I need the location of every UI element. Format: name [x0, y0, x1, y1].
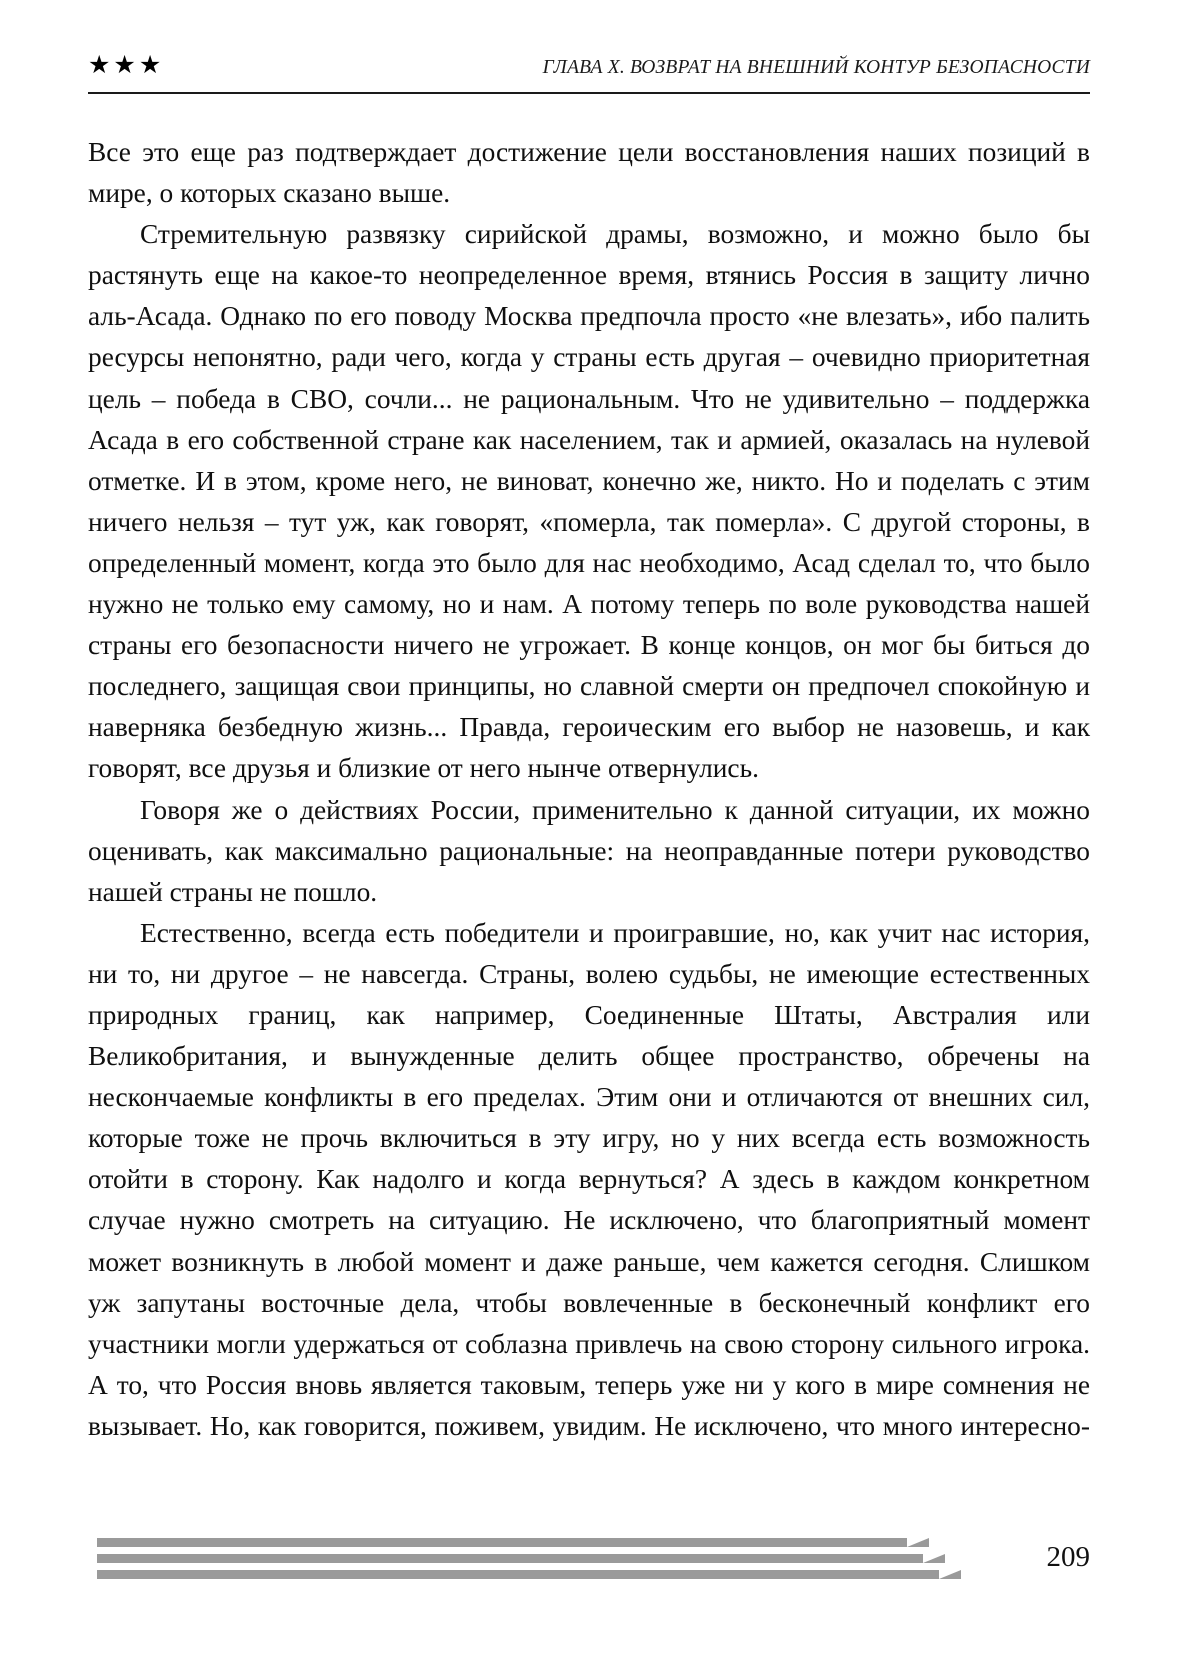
footer-ornament-bar-1	[97, 1538, 907, 1547]
paragraph-4: Естественно, всегда есть победители и проигравшие, но, как учит нас история, ни то, ни другое – не навсегда. Страны, волею судьбы, не имеющие естественных природных границ, как например, Соединенные Штаты, Австралия или Великобритания, и вынужденные делить общее пространство, обречены на нескончаемые конфликты в его пределах. Этим они и отличаются от внешних сил, которые тоже не прочь включиться в эту игру, но у них всегда есть возможность отойти в сторону. Как надолго и когда вернуться? А здесь в каждом конкретном случае нужно смотреть на ситуацию. Не исключено, что благоприятный момент может возникнуть в любой момент и даже раньше, чем кажется сегодня. Слишком уж запутаны восточные дела, чтобы вовлеченные в бесконечный конфликт его участники могли удержаться от соблазна привлечь на свою сторону сильного игрока. А то, что Россия вновь является таковым, теперь уже ни у кого в мире сомнения не вызывает. Но, как говорится, поживем, увидим. Не исключено, что много интересно-	[88, 917, 1090, 1441]
three-stars-icon: ★★★	[88, 52, 165, 79]
paragraph-2: Стремительную развязку сирийской драмы, возможно, и можно было бы растянуть еще на какое-то неопределенное время, втянись Россия в защиту лично аль-Асада. Однако по его поводу Москва предпочла просто «не влезать», ибо палить ресурсы непонятно, ради чего, когда у страны есть другая – очевидно приоритетная цель – победа в СВО, сочли... не рациональным. Что не удивительно – поддержка Асада в его собственной стране как населением, так и армией, оказалась на нулевой отметке. И в этом, кроме него, не виноват, конечно же, никто. Но и поделать с этим ничего нельзя – тут уж, как говорят, «померла, так померла». С другой стороны, в определенный момент, когда это было для нас необходимо, Асад сделал то, что было нужно не только ему самому, но и нам. А потому теперь по воле руководства нашей страны его безопасности ничего не угрожает. В конце концов, он мог бы биться до последнего, защищая свои принципы, но славной смерти он предпочел спокойную и наверняка безбедную жизнь... Правда, героическим его выбор не назовешь, и как говорят, все друзья и близкие от него нынче отвернулись.	[88, 219, 1090, 784]
paragraph-3: Говоря же о действиях России, применительно к данной ситуации, их можно оценивать, как максимально рациональные: на неоправданные потери руководство нашей страны не пошло.	[88, 794, 1090, 907]
footer-ornament-bar-3	[97, 1570, 939, 1579]
page-number: 209	[1046, 1541, 1090, 1573]
chapter-title: ГЛАВА X. ВОЗВРАТ НА ВНЕШНИЙ КОНТУР БЕЗОПАСНОСТИ	[542, 57, 1090, 78]
header-rule	[88, 92, 1090, 94]
running-head	[88, 50, 1090, 92]
footer-ornament-bar-2	[97, 1554, 923, 1563]
paragraph-1: Все это еще раз подтверждает достижение цели восстановления наших позиций в мире, о которых сказано выше.	[88, 137, 1090, 209]
body-text	[88, 132, 1090, 1488]
footer	[88, 1538, 1090, 1608]
